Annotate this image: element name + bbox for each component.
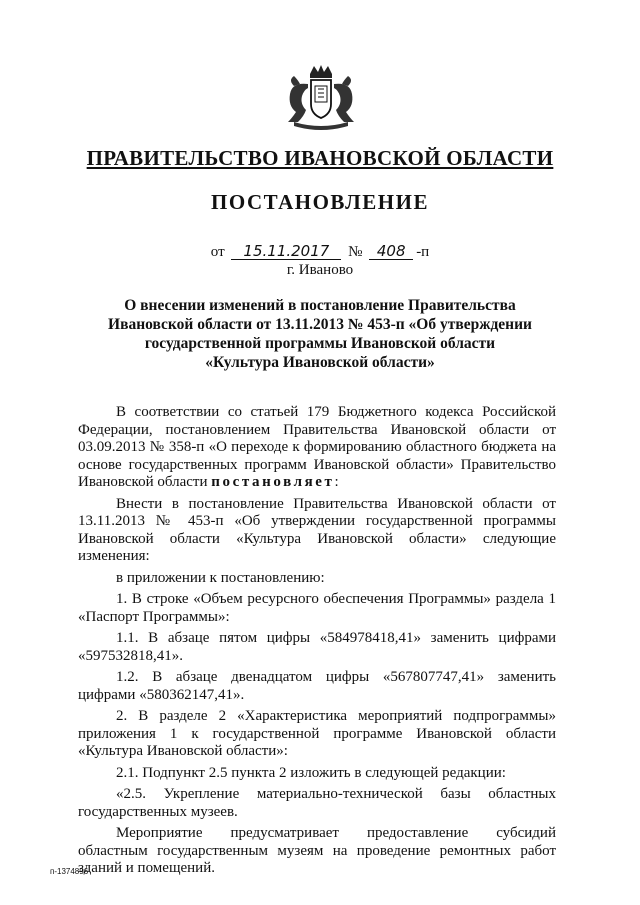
paragraph: в приложении к постановлению: [116,569,325,586]
resolves-word: постановляет [211,474,335,490]
number-prefix: № [348,244,363,260]
document-body [78,404,556,882]
coat-of-arms-icon [282,64,360,130]
paragraph: 1.1. В абзаце пятом цифры «584978418,41» заменить цифрами «597532818,41». [78,630,556,664]
title-line: Ивановской области от 13.11.2013 № 453-п «Об утверждении [108,316,532,333]
paragraph: 2.1. Подпункт 2.5 пункта 2 изложить в следующей редакции: [116,764,506,781]
paragraph: «2.5. Укрепление материально-технической базы областных государственных музеев. [78,786,556,820]
date-number-line [0,243,640,261]
title-line: О внесении изменений в постановление Правительства [124,297,516,314]
document-type: ПОСТАНОВЛЕНИЕ [211,190,429,214]
title-line: государственной программы Ивановской области [144,335,496,352]
paragraph: Мероприятие предусматривает предоставление субсидий областным государственным музеям на проведение ремонтных работ зданий и помещений. [78,825,556,876]
document-stamp: п-1374896 [50,867,89,876]
date-prefix: от [210,244,225,260]
paragraph-preamble [78,404,556,492]
preamble-end: : [334,474,339,490]
preamble-text: В соответствии со статьей 179 Бюджетного кодекса Российской Федерации, постановлением Правительства Ивановской области от 03.09.2013 № 358-п «О переходе к формированию областного бюджета на основе государственных программ Ивановской области» Правительство Ивановской области [78,404,556,490]
paragraph: 1.2. В абзаце двенадцатом цифры «567807747,41» заменить цифрами «580362147,41». [78,669,556,703]
city: г. Иваново [286,262,354,278]
handwritten-number: 408 [369,243,413,260]
document-title [80,296,560,372]
paragraph: 1. В строке «Объем ресурсного обеспечения Программы» раздела 1 «Паспорт Программы»: [78,591,556,625]
paragraph: 2. В разделе 2 «Характеристика мероприятий подпрограммы» приложения 1 к государственной программе Ивановской области «Культура Ивановской области»: [78,708,556,759]
title-line: «Культура Ивановской области» [205,354,435,371]
handwritten-date: 15.11.2017 [231,243,341,260]
paragraph: Внести в постановление Правительства Ивановской области от 13.11.2013 № 453-п «Об утверждении государственной программы Ивановской области «Культура Ивановской области» следующие изменения: [78,495,556,564]
government-name: ПРАВИТЕЛЬСТВО ИВАНОВСКОЙ ОБЛАСТИ [86,146,554,170]
number-suffix: -п [416,244,430,260]
